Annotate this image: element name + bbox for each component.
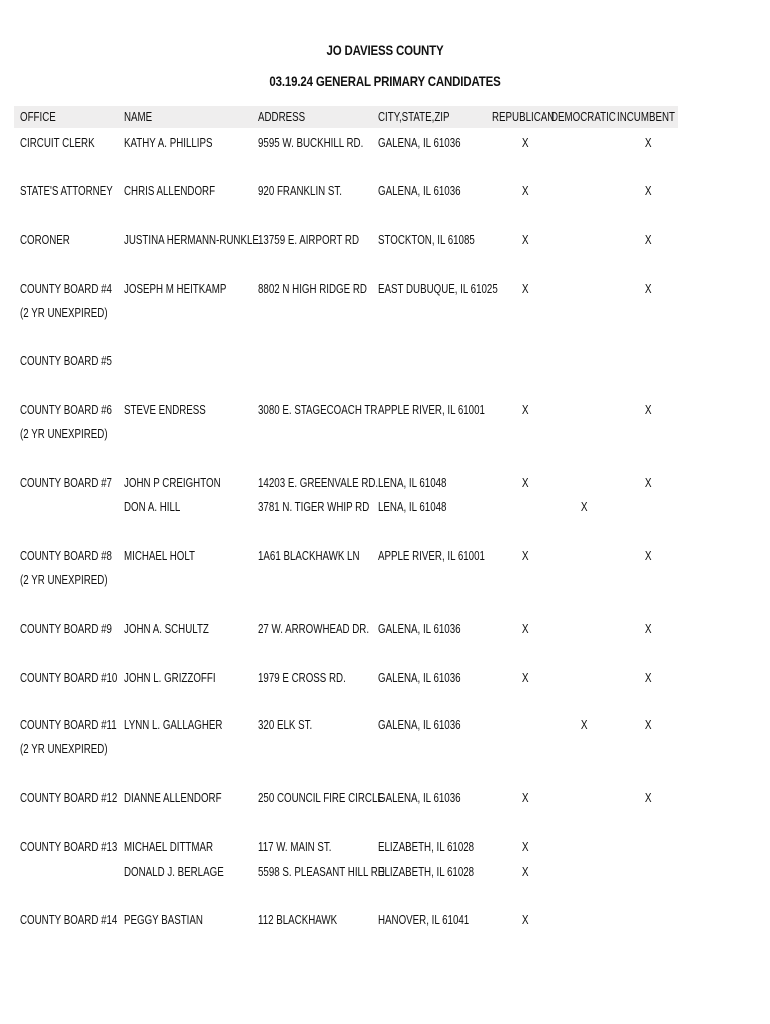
office-note-cell: (2 YR UNEXPIRED) bbox=[20, 742, 108, 756]
incumbent-mark: X bbox=[644, 476, 652, 490]
name-cell: JOHN P CREIGHTON bbox=[124, 476, 221, 490]
city-state-zip-cell: LENA, IL 61048 bbox=[378, 500, 447, 514]
city-state-zip-cell: GALENA, IL 61036 bbox=[378, 136, 461, 150]
header-democratic: DEMOCRATIC bbox=[551, 110, 616, 124]
city-state-zip-cell: APPLE RIVER, IL 61001 bbox=[378, 403, 485, 417]
office-note-cell: (2 YR UNEXPIRED) bbox=[20, 427, 108, 441]
republican-mark: X bbox=[521, 791, 529, 805]
republican-mark: X bbox=[521, 476, 529, 490]
city-state-zip-cell: GALENA, IL 61036 bbox=[378, 184, 461, 198]
name-cell: CHRIS ALLENDORF bbox=[124, 184, 216, 198]
name-cell: DIANNE ALLENDORF bbox=[124, 791, 222, 805]
republican-mark: X bbox=[521, 403, 529, 417]
address-cell: 8802 N HIGH RIDGE RD bbox=[258, 282, 367, 296]
republican-mark: X bbox=[521, 549, 529, 563]
city-state-zip-cell: GALENA, IL 61036 bbox=[378, 671, 461, 685]
name-cell: PEGGY BASTIAN bbox=[124, 913, 203, 927]
document-subtitle: 03.19.24 GENERAL PRIMARY CANDIDATES bbox=[269, 73, 501, 89]
name-cell: STEVE ENDRESS bbox=[124, 403, 206, 417]
name-cell: JOHN L. GRIZZOFFI bbox=[124, 671, 216, 685]
office-cell: CIRCUIT CLERK bbox=[20, 136, 95, 150]
header-address: ADDRESS bbox=[258, 110, 306, 124]
address-cell: 3781 N. TIGER WHIP RD bbox=[258, 500, 370, 514]
republican-mark: X bbox=[521, 184, 529, 198]
address-cell: 9595 W. BUCKHILL RD. bbox=[258, 136, 364, 150]
republican-mark: X bbox=[521, 622, 529, 636]
name-cell: JOSEPH M HEITKAMP bbox=[124, 282, 227, 296]
address-cell: 920 FRANKLIN ST. bbox=[258, 184, 342, 198]
office-cell: COUNTY BOARD #4 bbox=[20, 282, 112, 296]
city-state-zip-cell: HANOVER, IL 61041 bbox=[378, 913, 470, 927]
office-cell: STATE'S ATTORNEY bbox=[20, 184, 113, 198]
header-republican: REPUBLICAN bbox=[492, 110, 555, 124]
address-cell: 250 COUNCIL FIRE CIRCLE bbox=[258, 791, 384, 805]
republican-mark: X bbox=[521, 865, 529, 879]
name-cell: KATHY A. PHILLIPS bbox=[124, 136, 213, 150]
address-cell: 117 W. MAIN ST. bbox=[258, 840, 332, 854]
header-office: OFFICE bbox=[20, 110, 56, 124]
city-state-zip-cell: GALENA, IL 61036 bbox=[378, 718, 461, 732]
office-cell: COUNTY BOARD #9 bbox=[20, 622, 112, 636]
office-cell: COUNTY BOARD #5 bbox=[20, 354, 112, 368]
republican-mark: X bbox=[521, 233, 529, 247]
republican-mark: X bbox=[521, 282, 529, 296]
address-cell: 1A61 BLACKHAWK LN bbox=[258, 549, 360, 563]
office-cell: COUNTY BOARD #10 bbox=[20, 671, 118, 685]
address-cell: 3080 E. STAGECOACH TR bbox=[258, 403, 378, 417]
city-state-zip-cell: GALENA, IL 61036 bbox=[378, 622, 461, 636]
header-name: NAME bbox=[124, 110, 153, 124]
name-cell: MICHAEL HOLT bbox=[124, 549, 195, 563]
document-title: JO DAVIESS COUNTY bbox=[326, 42, 444, 58]
name-cell: DON A. HILL bbox=[124, 500, 181, 514]
incumbent-mark: X bbox=[644, 671, 652, 685]
office-cell: COUNTY BOARD #7 bbox=[20, 476, 112, 490]
incumbent-mark: X bbox=[644, 282, 652, 296]
office-cell: COUNTY BOARD #13 bbox=[20, 840, 118, 854]
incumbent-mark: X bbox=[644, 718, 652, 732]
header-incumbent: INCUMBENT bbox=[617, 110, 675, 124]
office-cell: COUNTY BOARD #6 bbox=[20, 403, 112, 417]
name-cell: JUSTINA HERMANN-RUNKLE bbox=[124, 233, 259, 247]
republican-mark: X bbox=[521, 913, 529, 927]
incumbent-mark: X bbox=[644, 184, 652, 198]
democratic-mark: X bbox=[580, 718, 588, 732]
office-cell: COUNTY BOARD #11 bbox=[20, 718, 117, 732]
republican-mark: X bbox=[521, 671, 529, 685]
address-cell: 112 BLACKHAWK bbox=[258, 913, 338, 927]
incumbent-mark: X bbox=[644, 403, 652, 417]
name-cell: JOHN A. SCHULTZ bbox=[124, 622, 209, 636]
name-cell: MICHAEL DITTMAR bbox=[124, 840, 214, 854]
header-city-state-zip: CITY,STATE,ZIP bbox=[378, 110, 450, 124]
office-cell: COUNTY BOARD #12 bbox=[20, 791, 118, 805]
address-cell: 13759 E. AIRPORT RD bbox=[258, 233, 359, 247]
office-cell: COUNTY BOARD #14 bbox=[20, 913, 118, 927]
office-note-cell: (2 YR UNEXPIRED) bbox=[20, 306, 108, 320]
city-state-zip-cell: STOCKTON, IL 61085 bbox=[378, 233, 475, 247]
office-note-cell: (2 YR UNEXPIRED) bbox=[20, 573, 108, 587]
city-state-zip-cell: ELIZABETH, IL 61028 bbox=[378, 865, 475, 879]
city-state-zip-cell: EAST DUBUQUE, IL 61025 bbox=[378, 282, 498, 296]
incumbent-mark: X bbox=[644, 136, 652, 150]
city-state-zip-cell: LENA, IL 61048 bbox=[378, 476, 447, 490]
name-cell: LYNN L. GALLAGHER bbox=[124, 718, 223, 732]
city-state-zip-cell: ELIZABETH, IL 61028 bbox=[378, 840, 475, 854]
republican-mark: X bbox=[521, 136, 529, 150]
address-cell: 320 ELK ST. bbox=[258, 718, 313, 732]
incumbent-mark: X bbox=[644, 233, 652, 247]
address-cell: 1979 E CROSS RD. bbox=[258, 671, 346, 685]
democratic-mark: X bbox=[580, 500, 588, 514]
name-cell: DONALD J. BERLAGE bbox=[124, 865, 224, 879]
incumbent-mark: X bbox=[644, 622, 652, 636]
city-state-zip-cell: APPLE RIVER, IL 61001 bbox=[378, 549, 485, 563]
address-cell: 14203 E. GREENVALE RD. bbox=[258, 476, 379, 490]
office-cell: CORONER bbox=[20, 233, 70, 247]
incumbent-mark: X bbox=[644, 791, 652, 805]
office-cell: COUNTY BOARD #8 bbox=[20, 549, 112, 563]
city-state-zip-cell: GALENA, IL 61036 bbox=[378, 791, 461, 805]
address-cell: 27 W. ARROWHEAD DR. bbox=[258, 622, 370, 636]
address-cell: 5598 S. PLEASANT HILL RD. bbox=[258, 865, 388, 879]
republican-mark: X bbox=[521, 840, 529, 854]
incumbent-mark: X bbox=[644, 549, 652, 563]
